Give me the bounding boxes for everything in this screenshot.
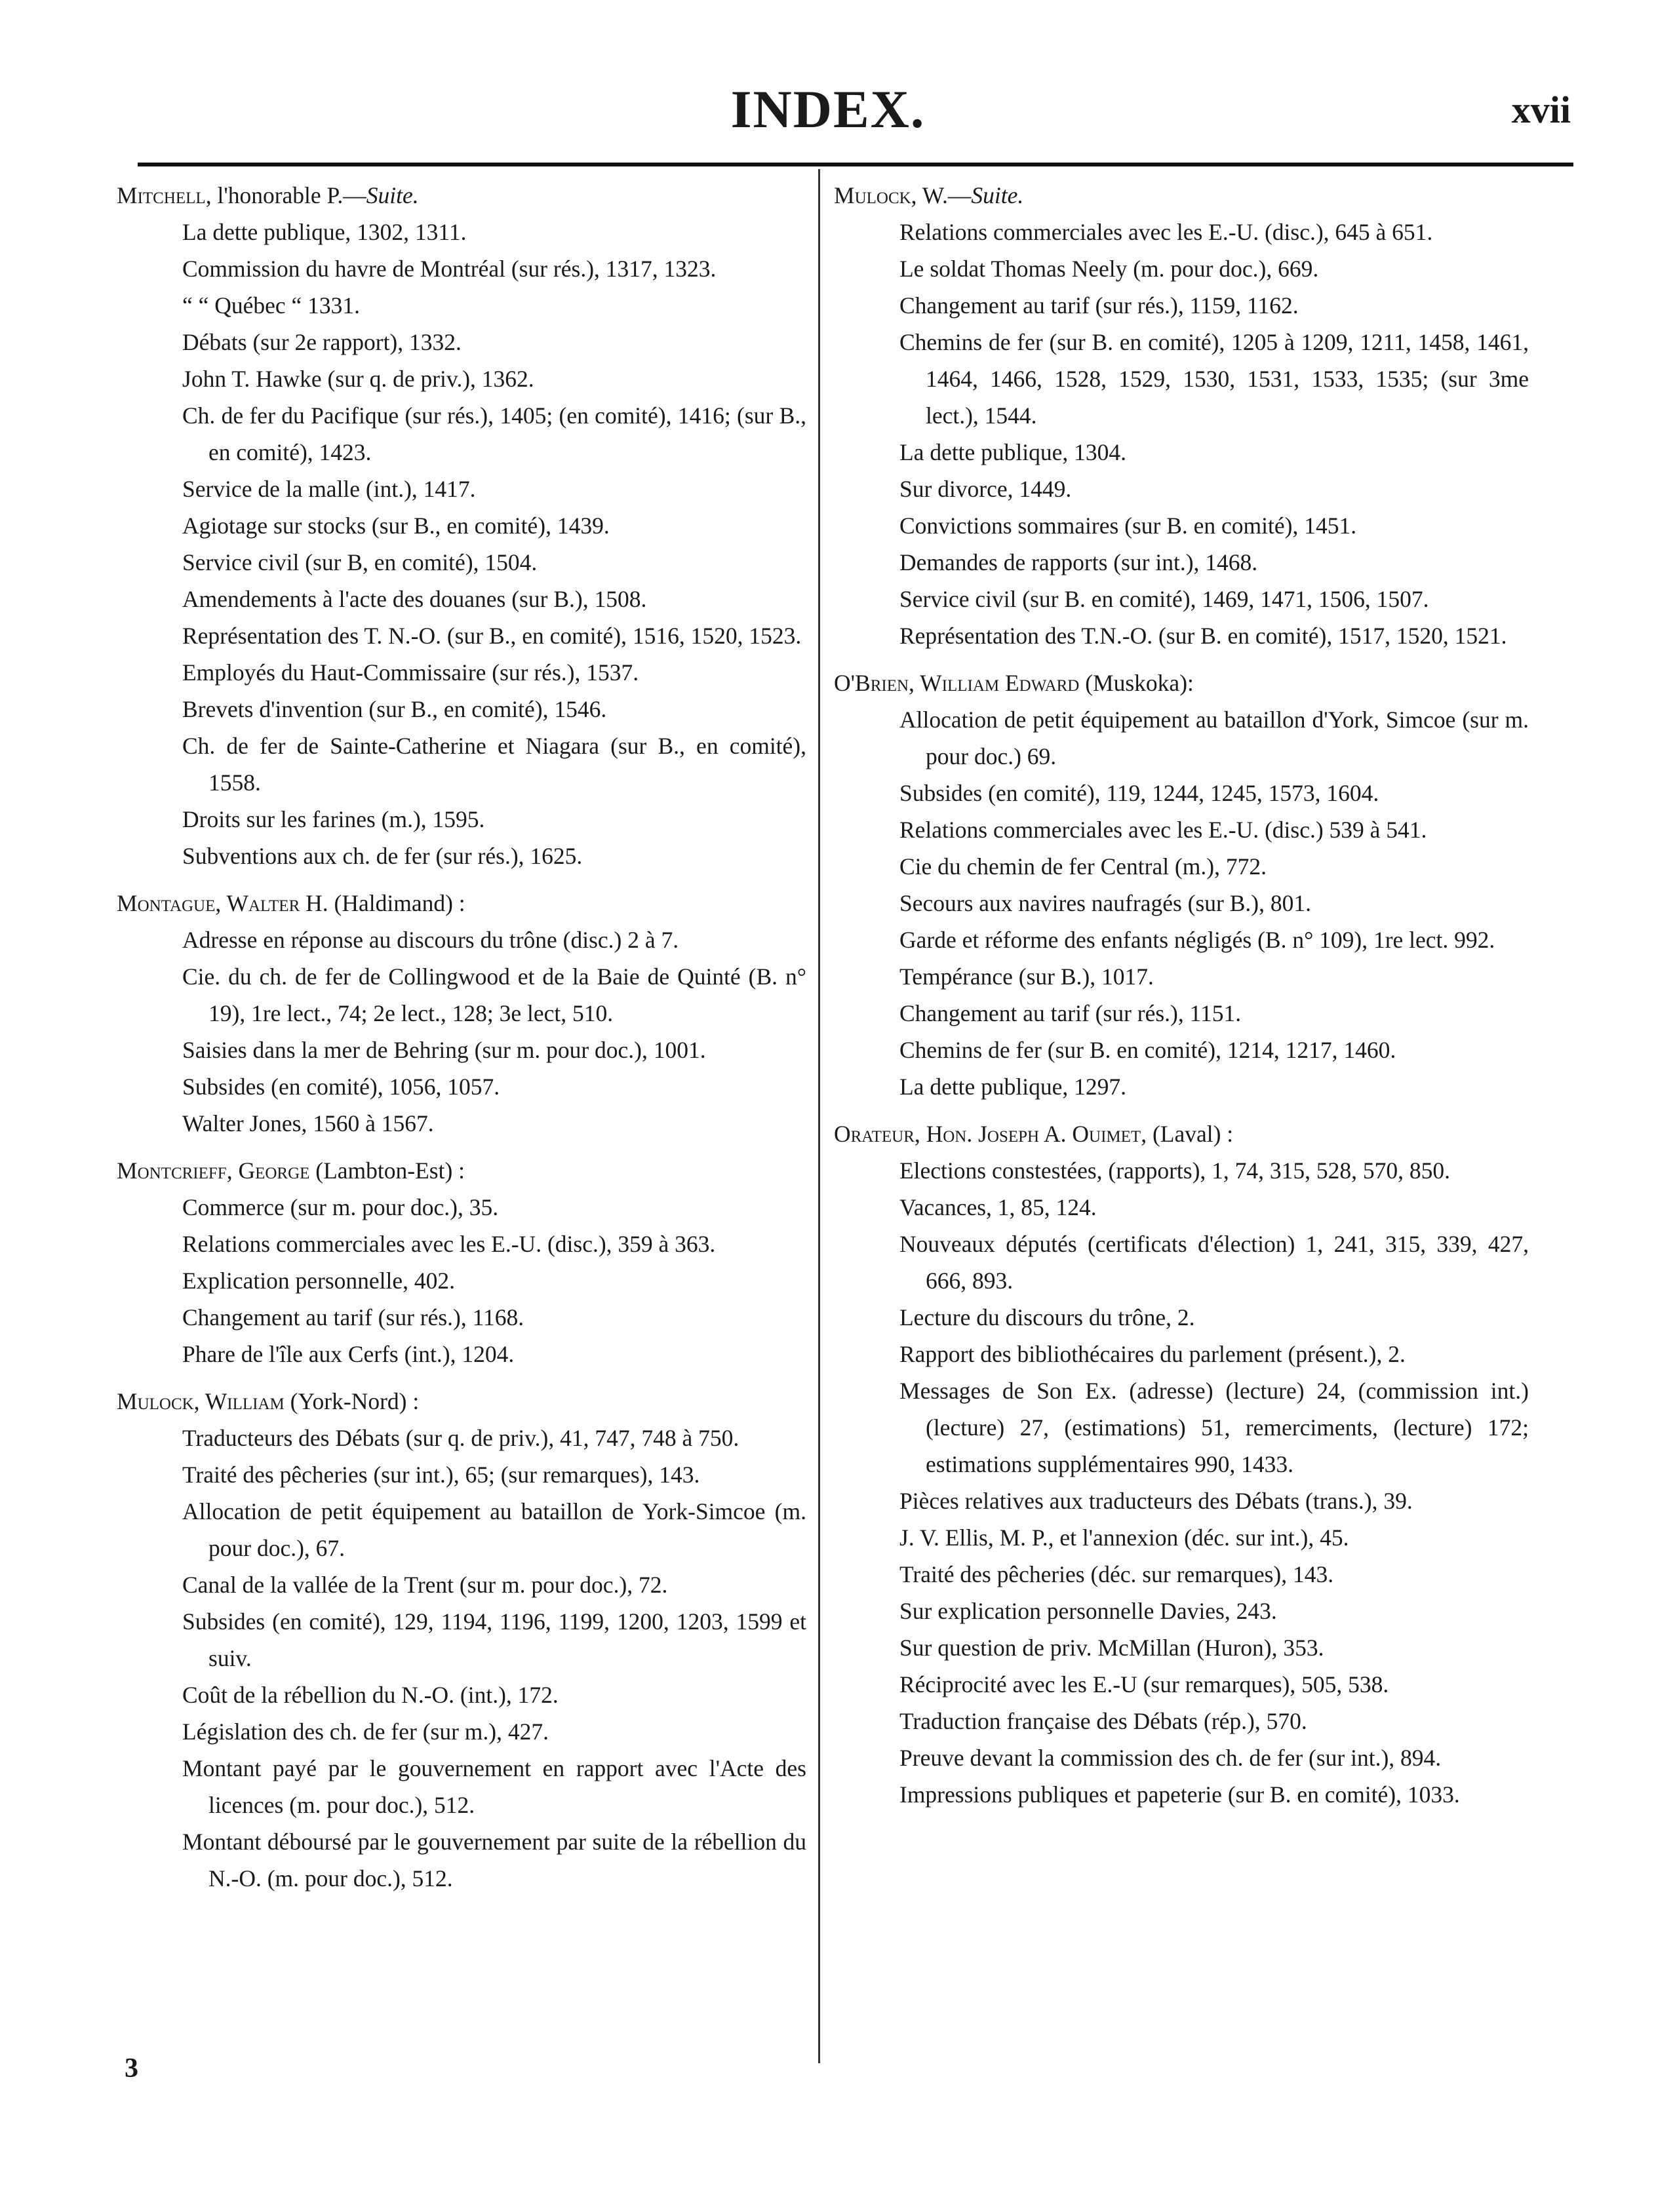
entry-heading: [117, 1152, 806, 1189]
index-entry: [117, 885, 806, 1142]
entry-subitem: Subsides (en comité), 1056, 1057.: [182, 1074, 500, 1100]
entry-subitem: Représentation des T. N.-O. (sur B., en comité), 1516, 1520, 1523.: [182, 623, 802, 649]
entry-subitem: Droits sur les farines (m.), 1595.: [182, 806, 485, 832]
entry-heading: [834, 177, 1529, 214]
entry-heading: [834, 665, 1529, 701]
index-entry: [117, 1383, 806, 1897]
entry-subitem: Ch. de fer de Sainte-Catherine et Niagara (sur B., en comité), 1558.: [182, 733, 806, 796]
entry-subitem: Montant déboursé par le gouvernement par suite de la rébellion du N.-O. (m. pour doc.), 512.: [182, 1829, 806, 1892]
entry-subitem: Messages de Son Ex. (adresse) (lecture) 24, (commission int.) (lecture) 27, (estimations) 51, remerciments, (lecture) 172; estimations supplémentaires 990, 1433.: [899, 1378, 1529, 1477]
entry-subitem: Traduction française des Débats (rép.), 570.: [899, 1708, 1307, 1734]
entry-subitem: Montant payé par le gouvernement en rapport avec l'Acte des licences (m. pour doc.), 512.: [182, 1755, 806, 1818]
index-entry: [117, 177, 806, 874]
entry-suite: Suite.: [971, 182, 1024, 208]
left-column: [117, 177, 806, 1907]
entry-subitem: Rapport des bibliothécaires du parlement (présent.), 2.: [899, 1341, 1406, 1367]
entry-subitem: Relations commerciales avec les E.-U. (disc.), 359 à 363.: [182, 1231, 716, 1257]
entry-subitem: Changement au tarif (sur rés.), 1159, 1162.: [899, 292, 1299, 319]
entry-subitem: Commerce (sur m. pour doc.), 35.: [182, 1194, 499, 1220]
entry-subitem: Sur divorce, 1449.: [899, 476, 1072, 502]
entry-subitem: Cie. du ch. de fer de Collingwood et de la Baie de Quinté (B. n° 19), 1re lect., 74; 2e lect., 128; 3e lect, 510.: [182, 963, 806, 1026]
entry-name: Orateur, Hon. Joseph A. Ouimet: [834, 1121, 1141, 1147]
entry-subitem: Explication personnelle, 402.: [182, 1268, 456, 1294]
index-entry: [834, 1116, 1529, 1813]
page-header: [0, 79, 1656, 151]
entry-subitem: J. V. Ellis, M. P., et l'annexion (déc. sur int.), 45.: [899, 1524, 1349, 1551]
entry-subitem: Canal de la vallée de la Trent (sur m. pour doc.), 72.: [182, 1572, 668, 1598]
entry-subitem: Preuve devant la commission des ch. de fer (sur int.), 894.: [899, 1745, 1442, 1771]
entry-subitem: Lecture du discours du trône, 2.: [899, 1304, 1195, 1330]
entry-subitem: Changement au tarif (sur rés.), 1168.: [182, 1304, 524, 1330]
entry-subitem: Walter Jones, 1560 à 1567.: [182, 1110, 434, 1136]
entry-riding: (Haldimand) :: [328, 890, 465, 916]
entry-subitem: La dette publique, 1304.: [899, 439, 1127, 465]
entry-subitem: Amendements à l'acte des douanes (sur B.), 1508.: [182, 586, 647, 612]
entry-name: Mulock, W.: [834, 182, 948, 208]
column-divider: [818, 169, 820, 2063]
entry-subitem: Brevets d'invention (sur B., en comité), 1546.: [182, 696, 607, 722]
entry-subitem: Chemins de fer (sur B. en comité), 1214, 1217, 1460.: [899, 1037, 1396, 1063]
entry-riding: (Muskoka):: [1079, 670, 1194, 696]
index-entry: [834, 665, 1529, 1105]
entry-subitem: Réciprocité avec les E.-U (sur remarques), 505, 538.: [899, 1671, 1389, 1698]
entry-subitem: Employés du Haut-Commissaire (sur rés.), 1537.: [182, 659, 639, 686]
entry-subitem: Législation des ch. de fer (sur m.), 427.: [182, 1718, 549, 1745]
entry-subitem: Ch. de fer du Pacifique (sur rés.), 1405; (en comité), 1416; (sur B., en comité), 1423.: [182, 402, 806, 465]
entry-subitem: Service civil (sur B, en comité), 1504.: [182, 549, 538, 575]
entry-subitem: Commission du havre de Montréal (sur rés.), 1317, 1323.: [182, 256, 717, 282]
entry-subitem: Le soldat Thomas Neely (m. pour doc.), 669.: [899, 256, 1319, 282]
entry-subitem: Service civil (sur B. en comité), 1469, 1471, 1506, 1507.: [899, 586, 1429, 612]
entry-riding: —: [947, 182, 972, 208]
entry-subitem: Subventions aux ch. de fer (sur rés.), 1625.: [182, 843, 583, 869]
entry-subitem: Garde et réforme des enfants négligés (B. n° 109), 1re lect. 992.: [899, 927, 1495, 953]
entry-heading: [117, 885, 806, 922]
signature-mark: 3: [125, 2053, 138, 2084]
entry-heading: [117, 177, 806, 214]
entry-name: O'Brien, William Edward: [834, 670, 1080, 696]
entry-suite: Suite.: [366, 182, 419, 208]
index-entry: [834, 177, 1529, 654]
entry-subitem: Demandes de rapports (sur int.), 1468.: [899, 549, 1258, 575]
entry-name: Mulock, William: [117, 1388, 285, 1414]
entry-name: Montcrieff, George: [117, 1157, 310, 1184]
entry-subitem: Nouveaux députés (certificats d'élection) 1, 241, 315, 339, 427, 666, 893.: [899, 1231, 1529, 1294]
index-entry: [117, 1152, 806, 1372]
entry-subitem: Changement au tarif (sur rés.), 1151.: [899, 1000, 1242, 1026]
entry-subitem: Représentation des T.N.-O. (sur B. en comité), 1517, 1520, 1521.: [899, 623, 1507, 649]
entry-subitem: La dette publique, 1297.: [899, 1074, 1127, 1100]
entry-subitem: Service de la malle (int.), 1417.: [182, 476, 476, 502]
entry-subitem: Cie du chemin de fer Central (m.), 772.: [899, 853, 1267, 880]
page-title: INDEX.: [730, 79, 926, 139]
entry-subitem: Traité des pêcheries (déc. sur remarques), 143.: [899, 1561, 1334, 1587]
entry-subitem: “ “ Québec “ 1331.: [182, 292, 361, 319]
entry-subitem: Relations commerciales avec les E.-U. (disc.), 645 à 651.: [899, 219, 1433, 245]
entry-subitem: Allocation de petit équipement au bataillon de York-Simcoe (m. pour doc.), 67.: [182, 1498, 806, 1561]
entry-riding: (Lambton-Est) :: [309, 1157, 465, 1184]
entry-subitem: Tempérance (sur B.), 1017.: [899, 963, 1154, 990]
right-column: [834, 177, 1529, 1823]
entry-name: Mitchell: [117, 182, 206, 208]
entry-subitem: Coût de la rébellion du N.-O. (int.), 172.: [182, 1682, 559, 1708]
entry-subitem: Impressions publiques et papeterie (sur B. en comité), 1033.: [899, 1781, 1460, 1808]
entry-subitem: John T. Hawke (sur q. de priv.), 1362.: [182, 366, 534, 392]
page-number: xvii: [1511, 88, 1571, 131]
entry-riding: , l'honorable P.—: [205, 182, 366, 208]
entry-subitem: Phare de l'île aux Cerfs (int.), 1204.: [182, 1341, 515, 1367]
entry-subitem: Elections constestées, (rapports), 1, 74, 315, 528, 570, 850.: [899, 1157, 1451, 1184]
entry-subitem: Chemins de fer (sur B. en comité), 1205 à 1209, 1211, 1458, 1461, 1464, 1466, 1528, 1529, 1530, 1531, 1533, 1535; (sur 3me lect.), 1544.: [899, 329, 1529, 429]
entry-riding: , (Laval) :: [1141, 1121, 1234, 1147]
entry-subitem: Allocation de petit équipement au bataillon d'York, Simcoe (sur m. pour doc.) 69.: [899, 707, 1529, 769]
entry-subitem: Adresse en réponse au discours du trône (disc.) 2 à 7.: [182, 927, 679, 953]
entry-subitem: Débats (sur 2e rapport), 1332.: [182, 329, 462, 355]
header-rule: [138, 163, 1573, 166]
entry-subitem: La dette publique, 1302, 1311.: [182, 219, 467, 245]
entry-name: Montague, Walter H.: [117, 890, 328, 916]
entry-subitem: Secours aux navires naufragés (sur B.), 801.: [899, 890, 1311, 916]
entry-subitem: Agiotage sur stocks (sur B., en comité), 1439.: [182, 513, 610, 539]
entry-riding: (York-Nord) :: [284, 1388, 420, 1414]
entry-subitem: Sur explication personnelle Davies, 243.: [899, 1598, 1277, 1624]
entry-subitem: Saisies dans la mer de Behring (sur m. pour doc.), 1001.: [182, 1037, 706, 1063]
entry-subitem: Relations commerciales avec les E.-U. (disc.) 539 à 541.: [899, 817, 1427, 843]
entry-subitem: Sur question de priv. McMillan (Huron), 353.: [899, 1635, 1324, 1661]
entry-subitem: Traité des pêcheries (sur int.), 65; (sur remarques), 143.: [182, 1462, 700, 1488]
entry-subitem: Pièces relatives aux traducteurs des Débats (trans.), 39.: [899, 1488, 1413, 1514]
entry-subitem: Vacances, 1, 85, 124.: [899, 1194, 1097, 1220]
entry-subitem: Subsides (en comité), 129, 1194, 1196, 1199, 1200, 1203, 1599 et suiv.: [182, 1608, 806, 1671]
entry-subitem: Traducteurs des Débats (sur q. de priv.), 41, 747, 748 à 750.: [182, 1425, 739, 1451]
entry-heading: [117, 1383, 806, 1420]
entry-subitem: Subsides (en comité), 119, 1244, 1245, 1573, 1604.: [899, 780, 1379, 806]
entry-heading: [834, 1116, 1529, 1152]
entry-subitem: Convictions sommaires (sur B. en comité), 1451.: [899, 513, 1357, 539]
